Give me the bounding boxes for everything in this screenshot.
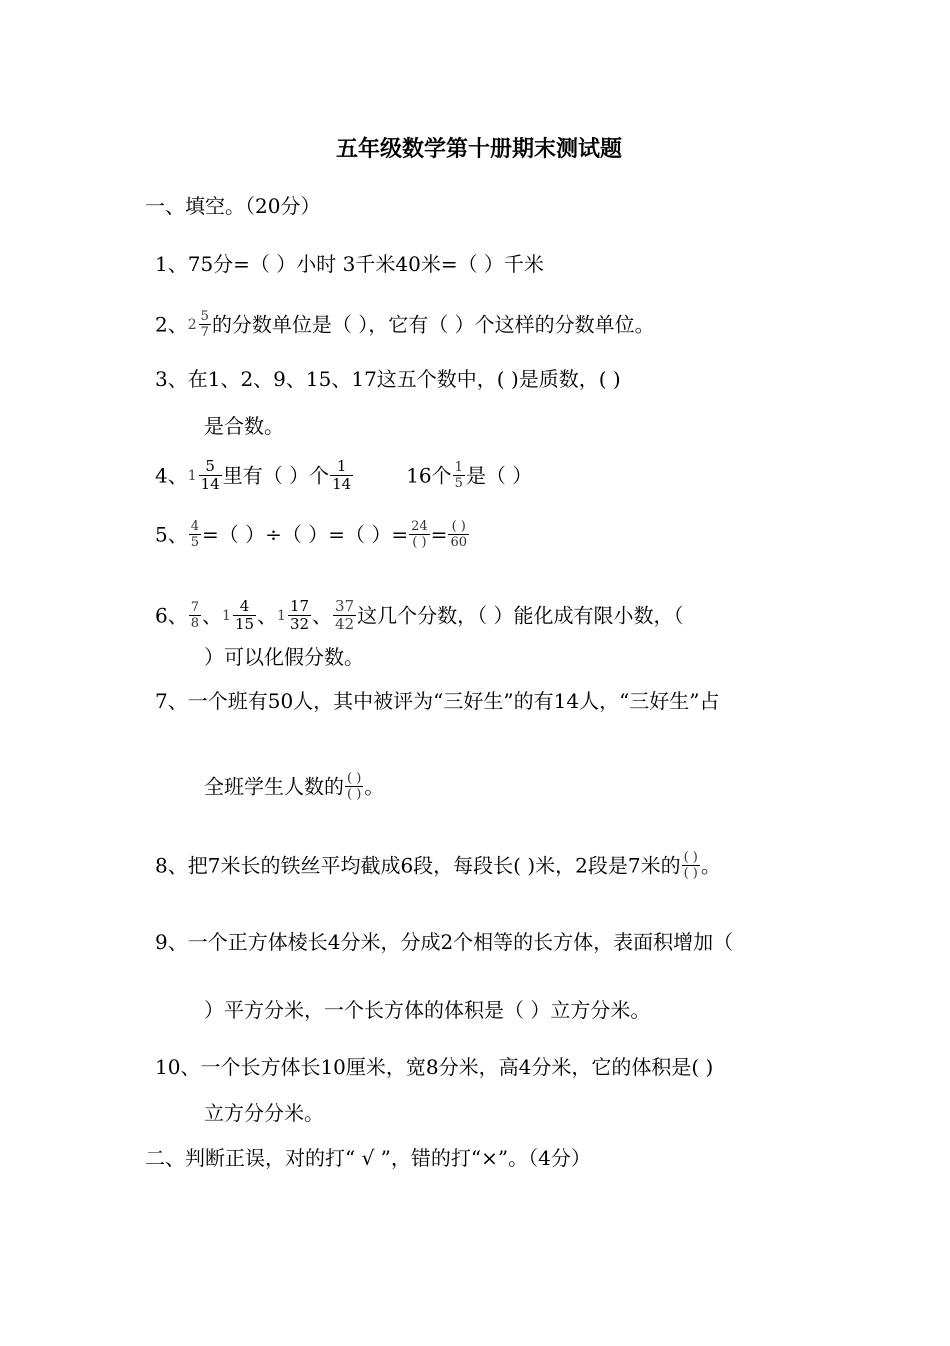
question-7-text: 全班学生人数的 xyxy=(204,774,344,799)
question-5-fraction-1 xyxy=(189,519,201,550)
question-9-line-2: ）平方分米，一个长方体的体积是（ ）立方分米。 xyxy=(204,998,651,1022)
question-4 xyxy=(155,458,532,493)
question-2-fraction xyxy=(199,309,211,340)
question-6-fraction-3 xyxy=(288,598,311,633)
separator: 、 xyxy=(202,603,223,628)
fraction-numerator: ( ) xyxy=(347,771,362,786)
question-8-text: 8、把7米长的铁丝平均截成6段，每段长( )米，2段是7米的 xyxy=(155,853,681,878)
question-10-line-1: 10、一个长方体长10厘米，宽8分米，高4分米，它的体积是( ) xyxy=(155,1055,714,1079)
question-4-whole: 1 xyxy=(187,467,197,484)
question-4-fraction-1 xyxy=(199,458,222,493)
question-6-fraction-4 xyxy=(333,598,356,633)
fraction-numerator: 17 xyxy=(289,597,310,615)
fraction-numerator: ( ) xyxy=(451,519,466,534)
question-8-fraction xyxy=(682,850,700,881)
question-3-line-2: 是合数。 xyxy=(204,414,284,438)
question-4-number: 4、 xyxy=(155,463,188,488)
fraction-numerator: 24 xyxy=(411,519,428,534)
fraction-numerator: 37 xyxy=(335,597,355,615)
question-5-fraction-2 xyxy=(409,519,430,550)
fraction-denominator: 5 xyxy=(190,535,200,550)
question-7-line-1: 7、一个班有50人，其中被评为“三好生”的有14人，“三好生”占 xyxy=(155,689,720,713)
question-2-number: 2、 xyxy=(155,312,188,337)
fraction-denominator: 5 xyxy=(454,476,463,491)
fraction-denominator: 14 xyxy=(332,475,352,493)
question-5-fraction-3 xyxy=(448,519,469,550)
question-3-line-1: 3、在1、2、9、15、17这五个数中，( )是质数，( ) xyxy=(155,367,621,391)
question-4-text-3: 是（ ） xyxy=(465,463,533,488)
question-6-number: 6、 xyxy=(155,603,188,628)
question-6-whole-2: 1 xyxy=(222,607,231,624)
question-6-line-2: ）可以化假分数。 xyxy=(204,645,364,669)
fraction-denominator: 14 xyxy=(200,475,220,493)
question-1: 1、75分=（ ）小时 3千米40米=（ ）千米 xyxy=(155,252,544,276)
question-4-text-2: 16个 xyxy=(406,463,452,488)
fraction-numerator: ( ) xyxy=(683,850,698,865)
question-6-line-1 xyxy=(155,598,684,633)
question-4-fraction-2 xyxy=(330,458,353,493)
fraction-numerator: 1 xyxy=(336,457,347,475)
fraction-denominator: ( ) xyxy=(683,866,698,881)
fraction-denominator: 8 xyxy=(190,616,200,631)
question-6-whole-3: 1 xyxy=(277,607,286,624)
question-8-end: 。 xyxy=(700,853,721,878)
fraction-denominator: 32 xyxy=(289,615,310,633)
question-6-text: 这几个分数，（ ）能化成有限小数，（ xyxy=(357,603,684,628)
page-title: 五年级数学第十册期末测试题 xyxy=(336,136,623,162)
fraction-numerator: 5 xyxy=(205,457,215,475)
question-2 xyxy=(155,309,655,340)
question-9-line-1: 9、一个正方体棱长4分米，分成2个相等的长方体，表面积增加（ xyxy=(155,930,734,954)
fraction-denominator: ( ) xyxy=(409,534,430,550)
fraction-numerator: 1 xyxy=(454,460,463,475)
question-4-fraction-3 xyxy=(453,460,465,491)
question-5-number: 5、 xyxy=(155,522,188,547)
question-6-fraction-2 xyxy=(233,598,256,633)
separator: 、 xyxy=(312,603,333,628)
section-2-heading: 二、判断正误，对的打“ √ ”，错的打“×”。（4分） xyxy=(145,1146,591,1170)
fraction-numerator: 5 xyxy=(200,309,209,324)
question-6-fraction-1 xyxy=(189,600,201,631)
fraction-denominator: 60 xyxy=(450,535,467,550)
question-7-line-2 xyxy=(204,771,384,802)
separator: 、 xyxy=(257,603,278,628)
question-4-text-1: 里有（ ）个 xyxy=(222,463,330,488)
question-5-equals: = xyxy=(430,522,448,547)
question-2-whole: 2 xyxy=(187,316,197,333)
fraction-denominator: 7 xyxy=(200,325,209,340)
fraction-denominator: 42 xyxy=(335,615,355,633)
question-10-line-2: 立方分分米。 xyxy=(204,1101,324,1125)
question-5-text: =（ ）÷（ ）=（ ）= xyxy=(202,522,409,547)
fraction-numerator: 4 xyxy=(239,597,250,615)
question-8 xyxy=(155,850,721,881)
fraction-numerator: 4 xyxy=(190,519,200,534)
fraction-denominator: 15 xyxy=(234,615,255,633)
fraction-numerator: 7 xyxy=(190,600,200,615)
question-2-text: 的分数单位是（ ），它有（ ）个这样的分数单位。 xyxy=(211,312,655,337)
fraction-denominator: ( ) xyxy=(347,787,362,802)
question-5 xyxy=(155,519,470,550)
section-1-heading: 一、填空。（20分） xyxy=(145,194,321,218)
question-7-end: 。 xyxy=(364,774,385,799)
question-7-fraction xyxy=(345,771,363,802)
